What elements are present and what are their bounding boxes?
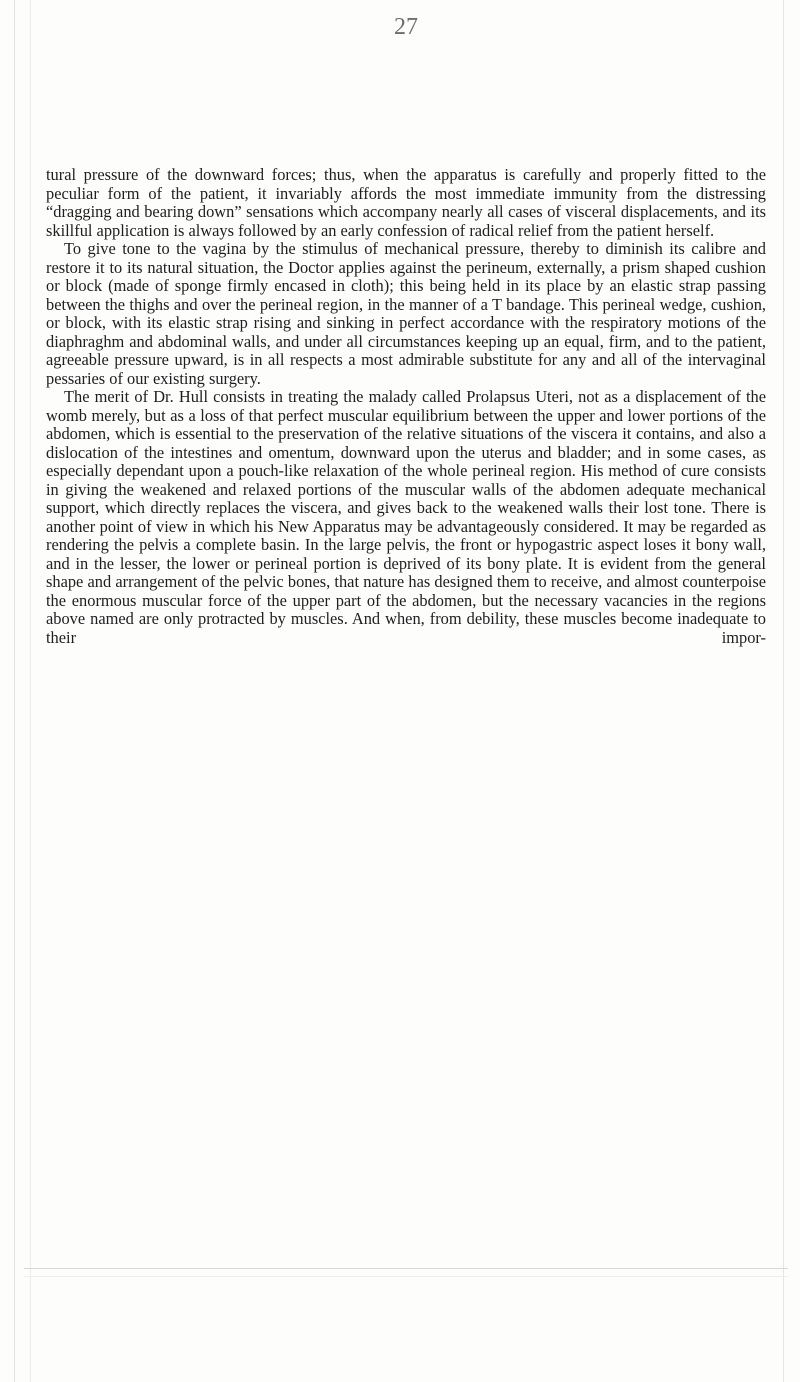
page-number: 27 (394, 14, 418, 40)
paragraph-3: The merit of Dr. Hull consists in treating the malady called Prolapsus Uteri, not as a displacement of the womb merely, but as a loss of that perfect muscular equilibrium between the upper and lower portions of the abdomen, which is essential to the preservation of the relative situations of the viscera it contains, and also a dislocation of the intestines and omentum, downward upon the uterus and bladder; and in some cases, as especially dependant upon a pouch-like relaxation of the whole perineal region. His method of cure consists in giving the weakened and relaxed portions of the muscular walls of the abdomen adequate mechanical support, which directly replaces the viscera, and gives back to the weakened walls their lost tone. There is another point of view in which his New Apparatus may be advantageously considered. It may be regarded as rendering the pelvis a complete basin. In the large pelvis, the front or hypogastric aspect loses it bony wall, and in the lesser, the lower or perineal portion is deprived of its bony plate. It is evident from the general shape and arrangement of the pelvic bones, that nature has designed them to receive, and almost counterpoise the enormous muscular force of the upper part of the abdomen, but the necessary vacancies in the regions above named are only protracted by muscles. And when, from debility, these muscles become inadequate to their impor- (46, 387, 766, 647)
page-border-bottom-inner (24, 1276, 788, 1277)
page-border-right (783, 0, 784, 1382)
page-border-left (14, 0, 15, 1382)
page-border-bottom (24, 1268, 788, 1269)
paragraph-1: tural pressure of the downward forces; thus, when the apparatus is carefully and properly fitted to the peculiar form of the patient, it invariably affords the most immediate immunity from the distressing “dragging and bearing down” sensations which accompany nearly all cases of visceral displacements, and its skillful application is always followed by an early confession of radical relief from the patient herself. (46, 165, 766, 240)
body-text (46, 166, 766, 647)
page-border-left-inner (30, 0, 31, 1382)
paragraph-2: To give tone to the vagina by the stimulus of mechanical pressure, thereby to diminish its calibre and restore it to its natural situation, the Doctor applies against the perineum, externally, a prism shaped cushion or block (made of sponge firmly encased in cloth); this being held in its place by an elastic strap passing between the thighs and over the perineal region, in the manner of a T bandage. This perineal wedge, cushion, or block, with its elastic strap rising and sinking in perfect accordance with the respiratory motions of the diaphraghm and abdominal walls, and under all circumstances keeping up an equal, firm, and to the patient, agreeable pressure upward, is in all respects a most admirable substitute for any and all of the intervaginal pessaries of our existing surgery. (46, 239, 766, 388)
